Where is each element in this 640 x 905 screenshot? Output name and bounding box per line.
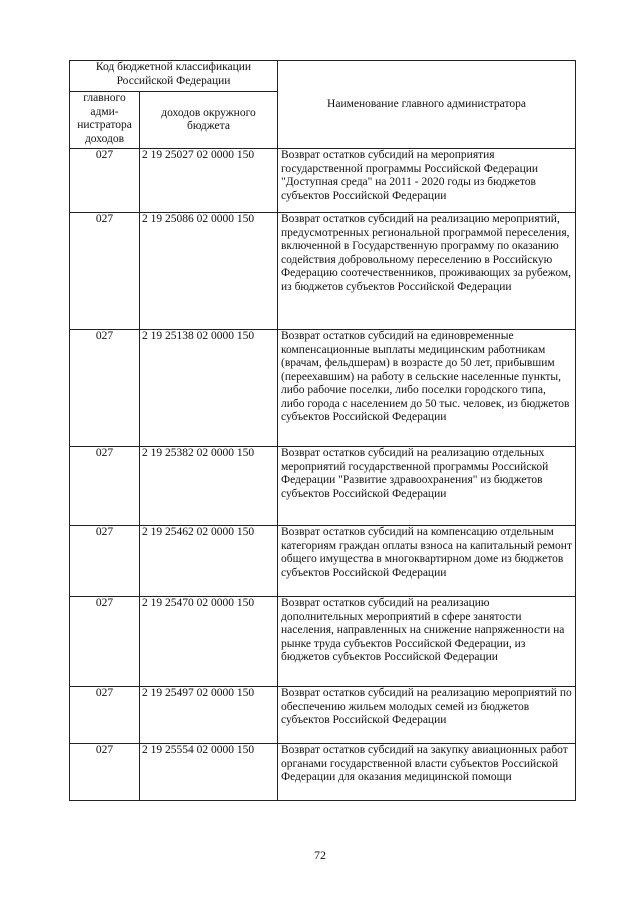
revenue-code-cell: 2 19 25382 02 0000 150 — [140, 447, 278, 526]
administrator-name-cell: Возврат остатков субсидий на компенсацию отдельным категориям граждан оплаты взноса на капитальный ремонт общего имущества в многоквартирном доме из бюджетов субъектов Российской Федерации — [278, 526, 576, 597]
admin-code-cell: 027 — [70, 447, 140, 526]
admin-code-cell: 027 — [70, 597, 140, 687]
administrator-name-cell: Возврат остатков субсидий на реализацию отдельных мероприятий государственной программы Российской Федерации "Развитие здравоохранения" из бюджетов субъектов Российской Федерации — [278, 447, 576, 526]
table-row — [70, 149, 576, 213]
admin-code-cell: 027 — [70, 213, 140, 330]
header-admin-code: главного адми-нистратора доходов — [70, 92, 140, 149]
admin-code-cell: 027 — [70, 526, 140, 597]
revenue-code-cell: 2 19 25027 02 0000 150 — [140, 149, 278, 213]
admin-code-cell: 027 — [70, 687, 140, 744]
page-number: 72 — [314, 848, 326, 862]
administrator-name-cell: Возврат остатков субсидий на единовременные компенсационные выплаты медицинским работникам (врачам, фельдшерам) в возрасте до 50 лет, прибывшим (переехавшим) на работу в сельские населенные пункты, либо рабочие поселки, либо поселки городского типа, либо города с населением до 50 тыс. человек, из бюджетов субъектов Российской Федерации — [278, 330, 576, 447]
admin-code-cell: 027 — [70, 744, 140, 801]
table-row — [70, 330, 576, 447]
administrator-name-cell: Возврат остатков субсидий на мероприятия государственной программы Российской Федерации "Доступная среда" на 2011 - 2020 годы из бюджетов субъектов Российской Федерации — [278, 149, 576, 213]
header-row-group — [70, 61, 576, 92]
admin-code-cell: 027 — [70, 149, 140, 213]
administrator-name-cell: Возврат остатков субсидий на закупку авиационных работ органами государственной власти субъектов Российской Федерации для оказания медицинской помощи — [278, 744, 576, 801]
revenue-code-cell: 2 19 25086 02 0000 150 — [140, 213, 278, 330]
table-row — [70, 597, 576, 687]
table-row — [70, 447, 576, 526]
revenue-code-cell: 2 19 25462 02 0000 150 — [140, 526, 278, 597]
table-row — [70, 744, 576, 801]
revenue-code-cell: 2 19 25497 02 0000 150 — [140, 687, 278, 744]
header-administrator-name: Наименование главного администратора — [278, 61, 576, 149]
administrator-name-cell: Возврат остатков субсидий на реализацию мероприятий, предусмотренных региональной программой переселения, включенной в Государственную программу по оказанию содействия добровольному переселению в Российскую Федерацию соотечественников, проживающих за рубежом, из бюджетов субъектов Российской Федерации — [278, 213, 576, 330]
table-row — [70, 687, 576, 744]
budget-codes-table — [69, 60, 576, 801]
revenue-code-cell: 2 19 25138 02 0000 150 — [140, 330, 278, 447]
revenue-code-cell: 2 19 25470 02 0000 150 — [140, 597, 278, 687]
header-budget-classification: Код бюджетной классификации Российской Федерации — [70, 61, 278, 92]
table-row — [70, 213, 576, 330]
admin-code-cell: 027 — [70, 330, 140, 447]
header-revenue-code: доходов окружного бюджета — [140, 92, 278, 149]
table-row — [70, 526, 576, 597]
administrator-name-cell: Возврат остатков субсидий на реализацию мероприятий по обеспечению жильем молодых семей из бюджетов субъектов Российской Федерации — [278, 687, 576, 744]
administrator-name-cell: Возврат остатков субсидий на реализацию дополнительных мероприятий в сфере занятости населения, направленных на снижение напряженности на рынке труда субъектов Российской Федерации, из бюджетов субъектов Российской Федерации — [278, 597, 576, 687]
revenue-code-cell: 2 19 25554 02 0000 150 — [140, 744, 278, 801]
